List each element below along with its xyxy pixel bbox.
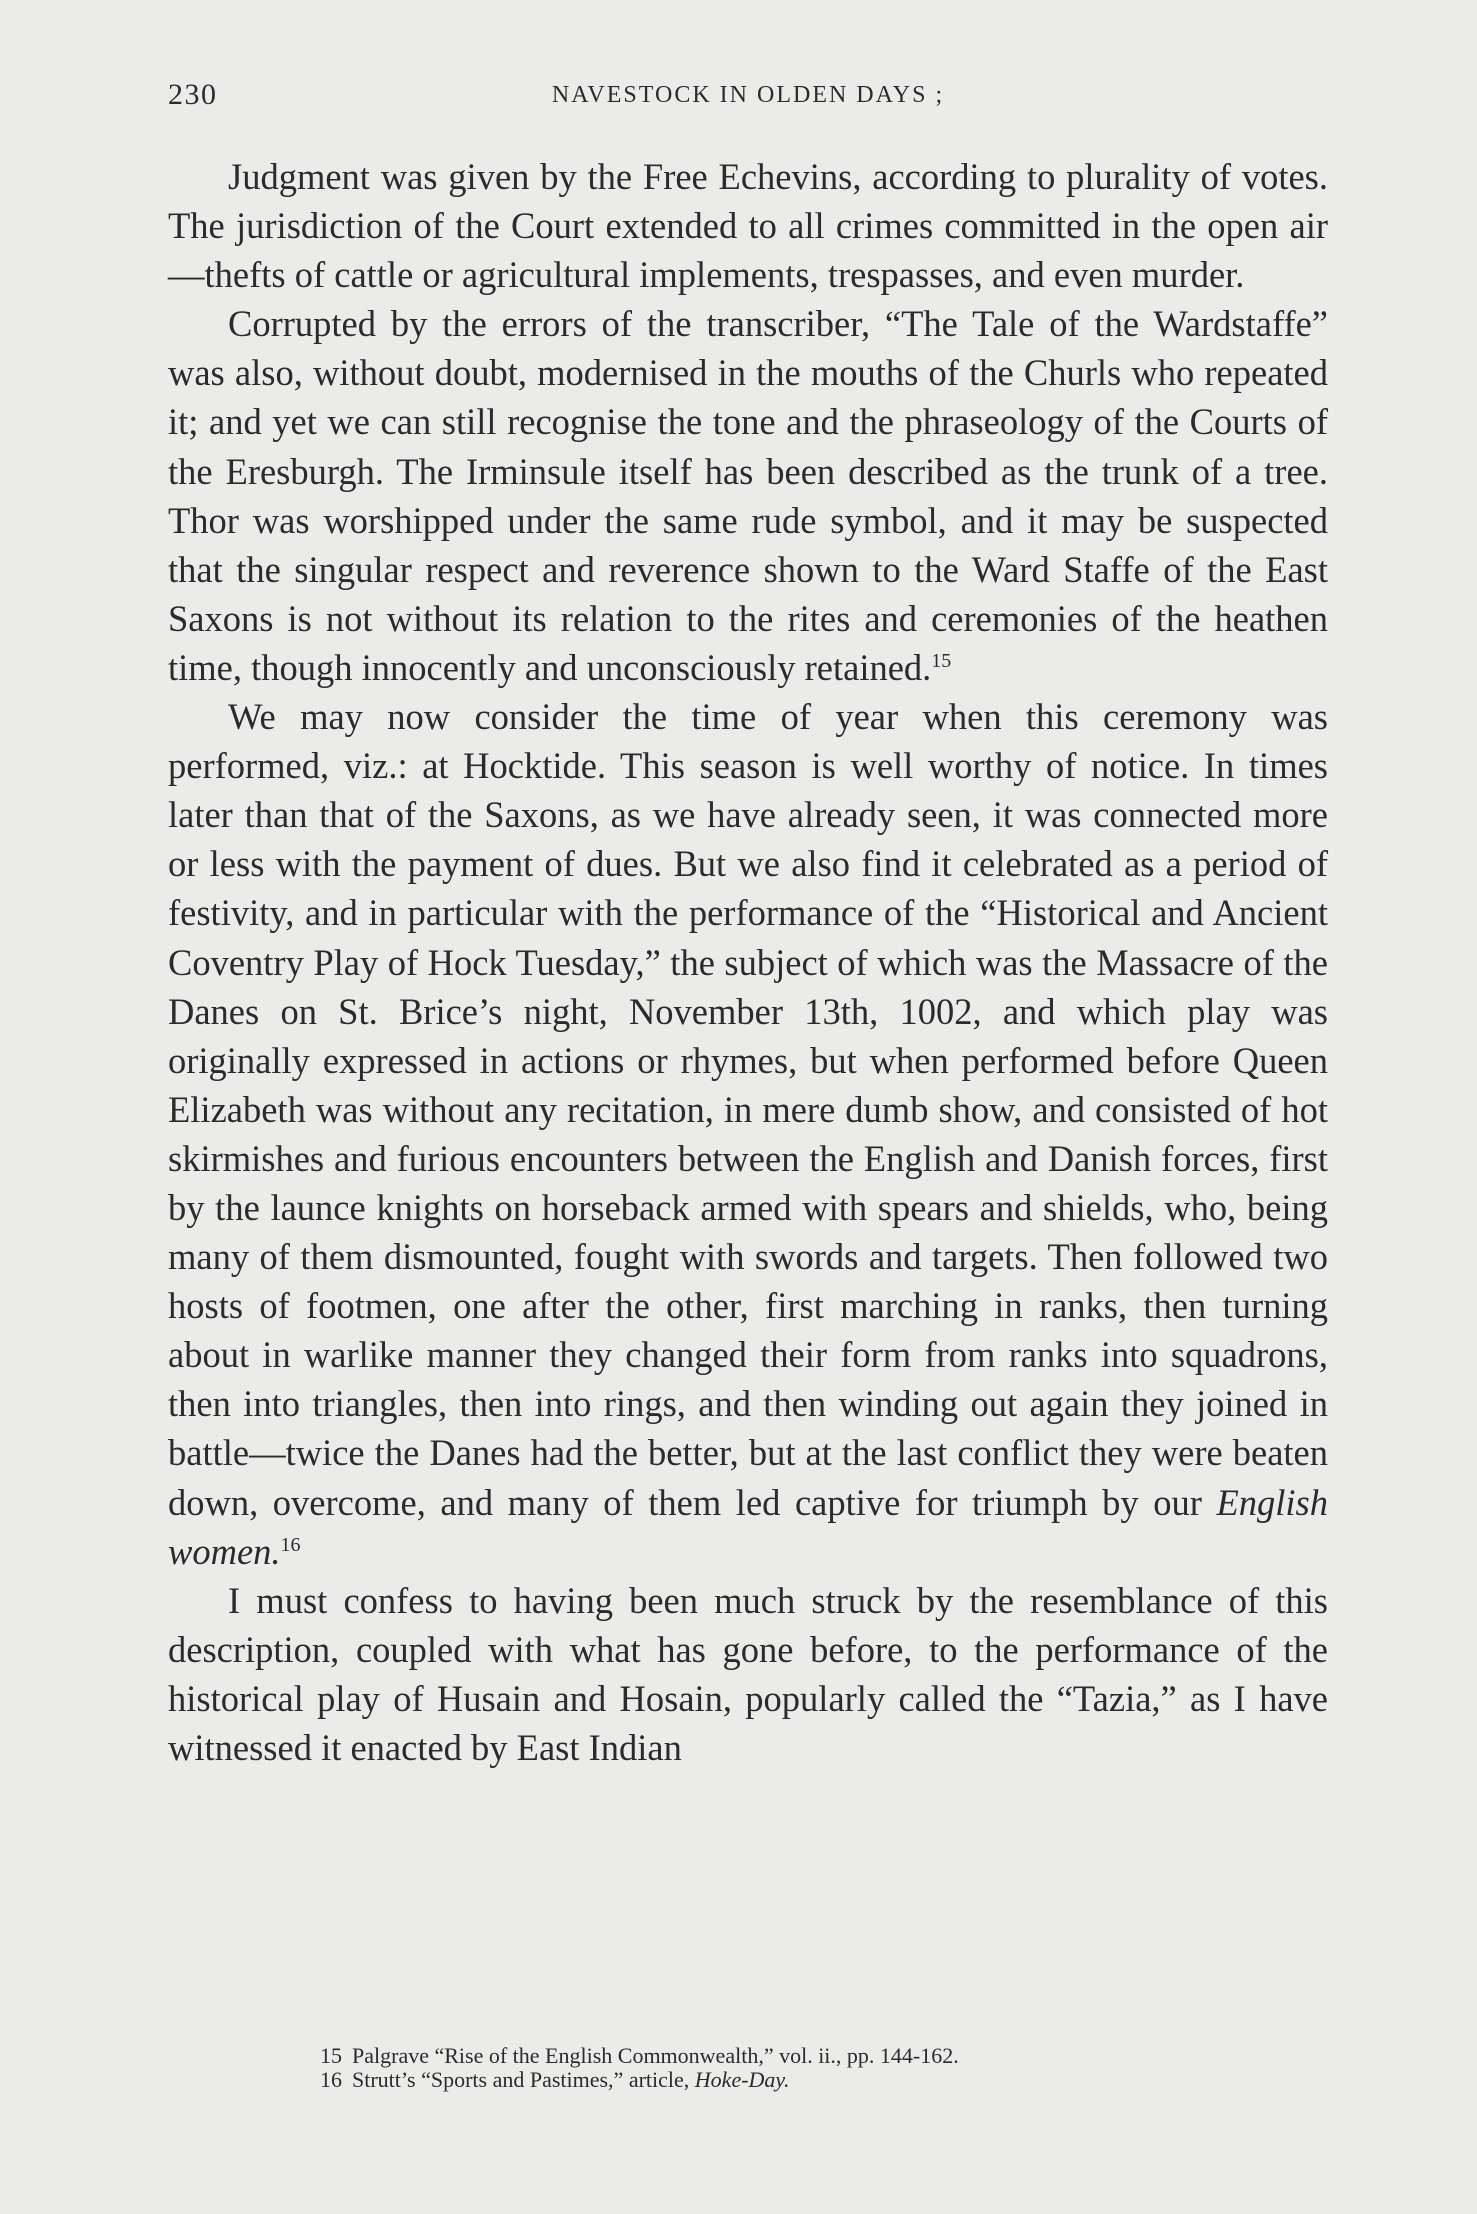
footnote-ref-15: 15: [931, 649, 952, 672]
footnote-number: 16: [320, 2067, 342, 2092]
paragraph-4: [168, 1576, 1328, 1772]
footnote-number: 15: [320, 2043, 342, 2068]
running-head: [168, 78, 1328, 128]
page-number: 230: [168, 78, 218, 111]
paragraph-3-text: We may now consider the time of year when this ceremony was performed, viz.: at Hocktide. This season is well worthy of notice. In times later than that of the Saxons, as we have already seen, it was connected more or less with the payment of dues. But we also find it celebrated as a period of festivity, and in particular with the performance of the “Historical and Ancient Coventry Play of Hock Tuesday,” the subject of which was the Massacre of the Danes on St. Brice’s night, November 13th, 1002, and which play was originally expressed in actions or rhymes, but when performed before Queen Elizabeth was without any recitation, in mere dumb show, and consisted of hot skirmishes and furious encounters between the English and Danish forces, first by the launce knights on horseback armed with spears and shields, who, being many of them dismounted, fought with swords and targets. Then followed two hosts of footmen, one after the other, first marching in ranks, then turning about in warlike manner they changed their form from ranks into squadrons, then into triangles, then into rings, and then winding out again they joined in battle—twice the Danes had the better, but at the last conflict they were beaten down, overcome, and many of them led captive for triumph by our: [168, 696, 1328, 1523]
paragraph-3: [168, 692, 1328, 1576]
paragraph-2: [168, 299, 1328, 692]
footnote-italic: Hoke-Day.: [694, 2067, 790, 2092]
footnote-16: [320, 2068, 1220, 2092]
paragraph-2-text: Corrupted by the errors of the transcriber, “The Tale of the Wardstaffe” was also, without doubt, modernised in the mouths of the Churls who repeated it; and yet we can still recognise the tone and the phraseology of the Courts of the Eresburgh. The Irminsule itself has been described as the trunk of a tree. Thor was worshipped under the same rude symbol, and it may be suspected that the singular respect and reverence shown to the Ward Staffe of the East Saxons is not without its relation to the rites and ceremonies of the heathen time, though innocently and unconsciously retained.: [168, 303, 1328, 688]
body-text: [168, 152, 1328, 1772]
footnote-ref-16: 16: [280, 1533, 301, 1556]
paragraph-1: [168, 152, 1328, 299]
footnote-text: Strutt’s “Sports and Pastimes,” article,: [352, 2067, 690, 2092]
italic-phrase: English women.: [168, 1481, 1328, 1572]
paragraph-4-text: I must confess to having been much struck by the resemblance of this description, coupled with what has gone before, to the performance of the historical play of Husain and Hosain, popularly called the “Tazia,” as I have witnessed it enacted by East Indian: [168, 1579, 1328, 1768]
footnote-text: Palgrave “Rise of the English Commonwealth,” vol. ii., pp. 144-162.: [352, 2043, 959, 2068]
footnotes: [320, 2044, 1220, 2092]
paragraph-1-text: Judgment was given by the Free Echevins, according to plurality of votes. The jurisdiction of the Court extended to all crimes committed in the open air—thefts of cattle or agricultural implements, trespasses, and even murder.: [168, 156, 1328, 296]
running-title: NAVESTOCK IN OLDEN DAYS ;: [551, 82, 945, 108]
footnote-15: [320, 2044, 1220, 2068]
